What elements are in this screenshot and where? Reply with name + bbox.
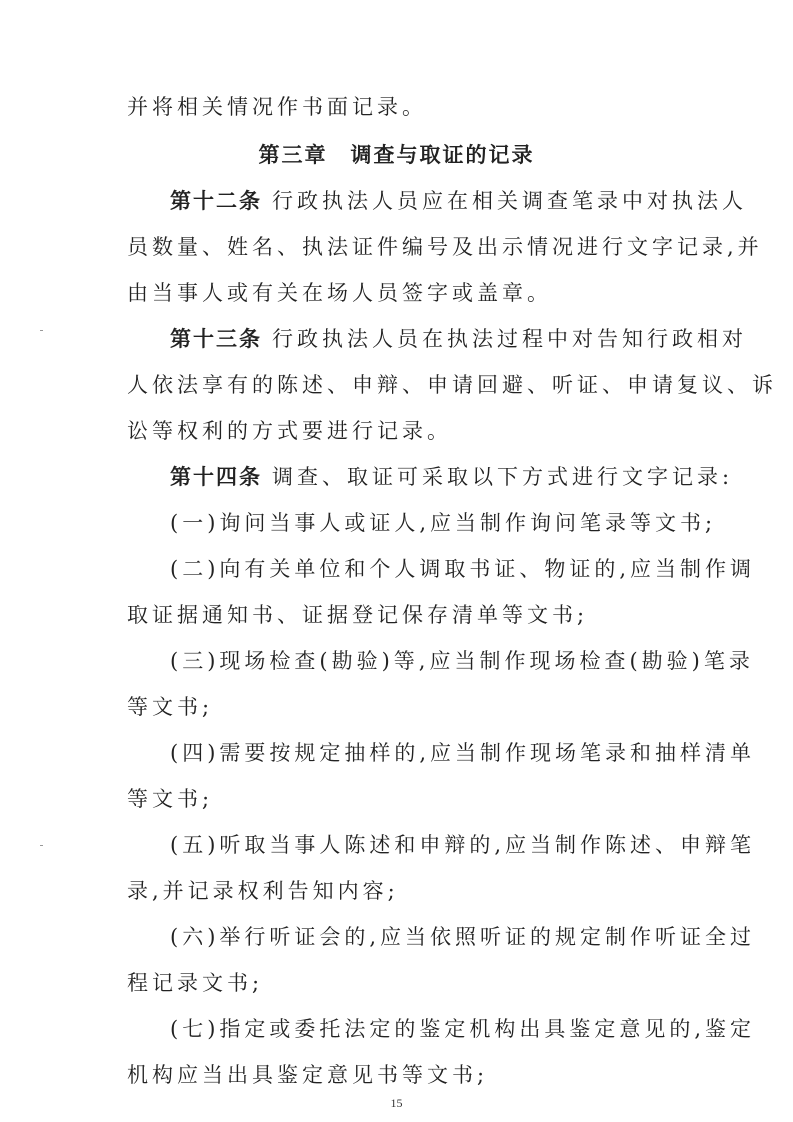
paragraph-line: 并将相关情况作书面记录。 [127,95,427,119]
item-3-line-2: 等文书; [127,695,214,719]
article-12-line-1 [170,189,747,213]
article-text: 行政执法人员应在相关调查笔录中对执法人 [272,189,747,213]
item-6-line-2: 程记录文书; [127,971,264,995]
item-2-line-1: (二)向有关单位和个人调取书证、物证的,应当制作调 [170,557,756,581]
item-6-line-1: (六)举行听证会的,应当依照听证的规定制作听证全过 [170,925,756,949]
article-14-line-1 [170,465,733,489]
page-number: 15 [390,1096,403,1110]
article-number: 第十四条 [170,465,262,489]
scan-mark [40,330,43,331]
article-12-line-2: 员数量、姓名、执法证件编号及出示情况进行文字记录,并 [127,235,763,259]
item-5-line-1: (五)听取当事人陈述和申辩的,应当制作陈述、申辩笔 [170,833,756,857]
article-12-line-3: 由当事人或有关在场人员签字或盖章。 [127,281,552,305]
item-7-line-1: (七)指定或委托法定的鉴定机构出具鉴定意见的,鉴定 [170,1017,756,1041]
scan-mark [40,845,43,846]
article-13-line-1 [170,327,747,351]
item-1: (一)询问当事人或证人,应当制作询问笔录等文书; [170,511,717,535]
item-5-line-2: 录,并记录权利告知内容; [127,879,399,903]
item-7-line-2: 机构应当出具鉴定意见书等文书; [127,1063,489,1087]
item-2-line-2: 取证据通知书、证据登记保存清单等文书; [127,603,589,627]
item-4-line-2: 等文书; [127,787,214,811]
article-13-line-2: 人依法享有的陈述、申辩、申请回避、听证、申请复议、诉 [127,373,777,397]
item-3-line-1: (三)现场检查(勘验)等,应当制作现场检查(勘验)笔录 [170,649,754,673]
article-text: 行政执法人员在执法过程中对告知行政相对 [272,327,747,351]
article-number: 第十三条 [170,327,262,351]
chapter-heading: 第三章 调查与取证的记录 [258,143,535,167]
article-text: 调查、取证可采取以下方式进行文字记录: [272,465,734,489]
article-number: 第十二条 [170,189,262,213]
article-13-line-3: 讼等权利的方式要进行记录。 [127,419,452,443]
item-4-line-1: (四)需要按规定抽样的,应当制作现场笔录和抽样清单 [170,741,756,765]
